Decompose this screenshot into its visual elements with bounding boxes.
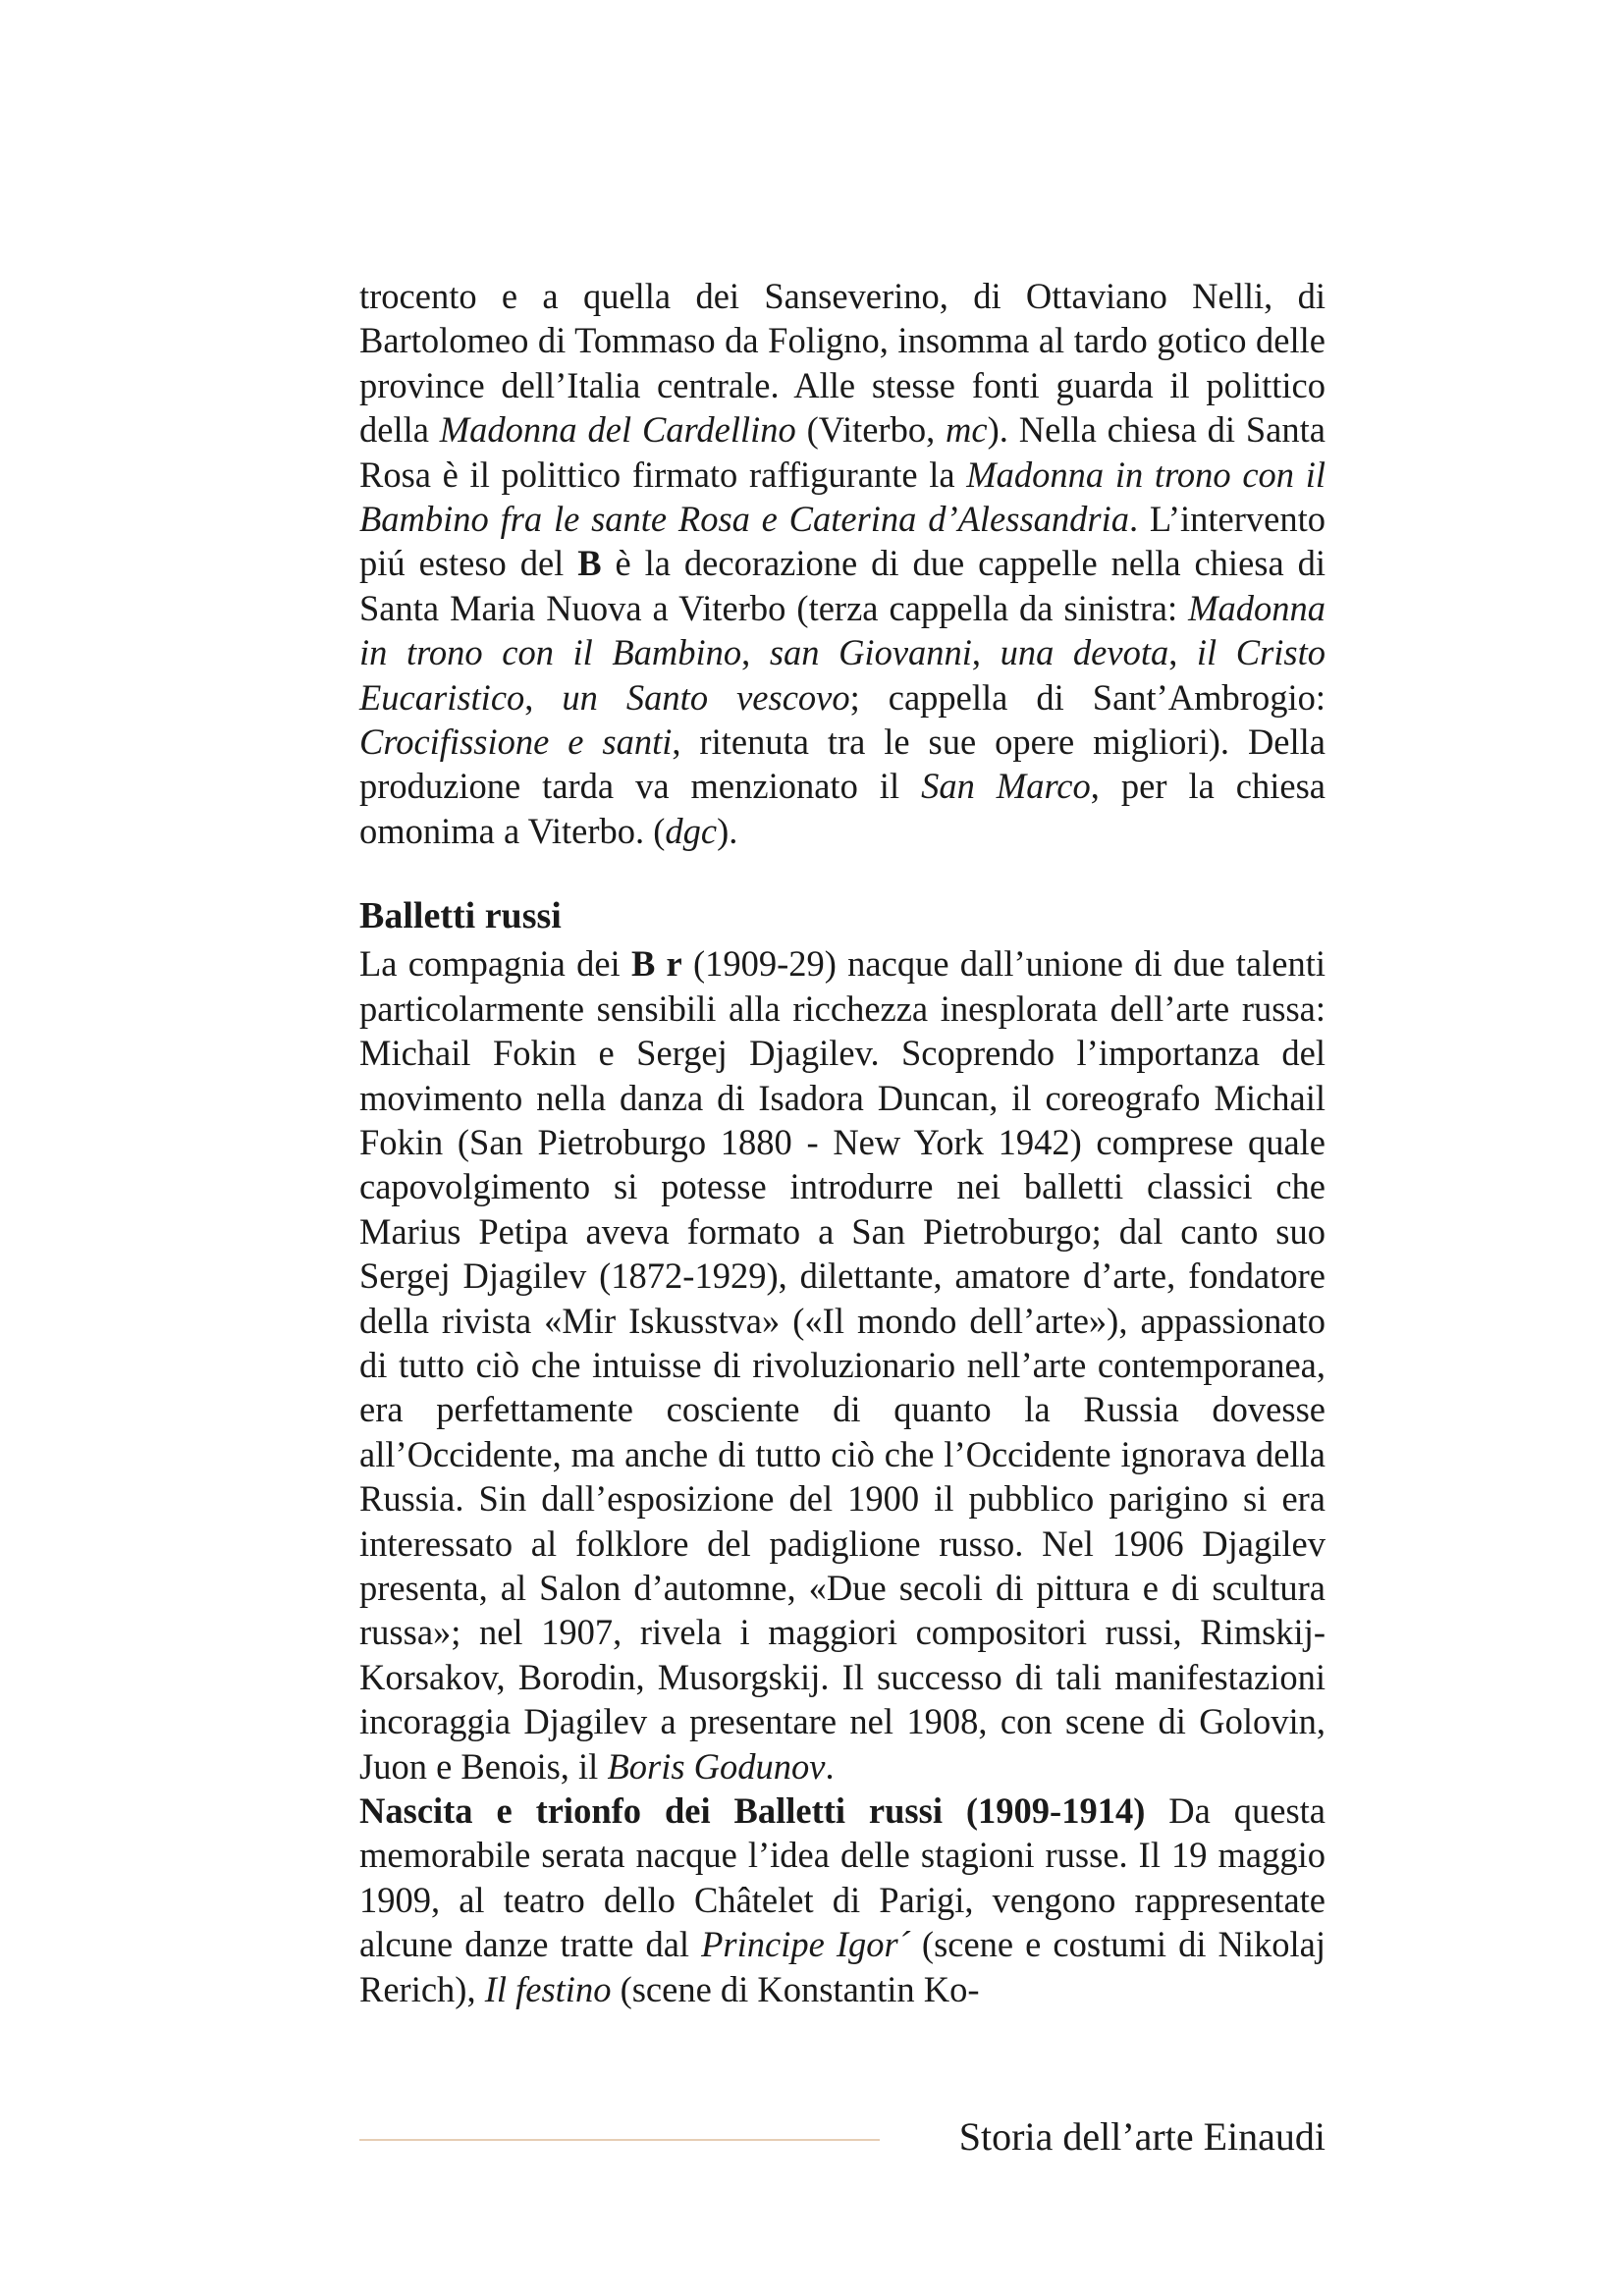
italic-run: san Giovanni [769,632,972,673]
text-run: , [524,676,563,718]
italic-run: una devota [1000,632,1169,673]
text-run: , [971,632,1001,673]
text-run: . L’intervento piú esteso del [359,499,1325,584]
text-run: (scene e costumi di Nikolaj Rerich), [359,1924,1325,2009]
article-continuation [359,274,1325,853]
text-run: è la decorazione di due cappelle nella chiesa di Santa Maria Nuova a Viterbo (terza cappella da sinistra: [359,543,1325,628]
text-run: ). [717,810,738,851]
italic-run: Crocifissione e santi [359,721,673,763]
italic-run: Madonna del Cardellino [439,409,796,451]
footer-rule [359,2139,880,2141]
italic-run: dgc [665,810,718,851]
footer-title: Storia dell’arte Einaudi [958,2114,1325,2159]
bold-run: B [577,543,602,584]
text-run: (scene di Konstantin Ko- [611,1968,980,2009]
body-paragraph [359,274,1325,853]
section-body [359,941,1325,2011]
text-run: , ritenuta tra le sue opere migliori). Della produzione tarda va menzionato il [359,721,1325,807]
italic-run: Principe Igor´ [701,1924,910,1965]
bold-run: B r [630,943,682,985]
body-paragraph [359,1789,1325,2011]
italic-run: San Marco [921,766,1091,807]
italic-run: Madonna in trono con il Bambino [359,587,1325,673]
section-heading: Balletti russi [359,895,562,937]
text-run: La compagnia dei [359,943,631,985]
text-run: , per la chiesa omonima a Viterbo. ( [359,766,1325,851]
italic-run: Madonna in trono con il Bambino fra le sante Rosa e Caterina d’Alessandria [359,454,1325,540]
subheading: Nascita e trionfo dei Balletti russi (1909-1914) [359,1790,1146,1831]
text-run: (1909-29) nacque dall’unione di due talenti particolarmente sensibili alla ricchezza inesplorata dell’arte russa: Michail Fokin e Sergej Djagilev. Scoprendo l’importanza del movimento nella danza di Isadora Duncan, il coreografo Michail Fokin (San Pietroburgo 1880 - New York 1942) comprese quale capovolgimento si potesse introdurre nei balletti classici che Marius Petipa aveva formato a San Pietroburgo; dal canto suo Sergej Djagilev (1872-1929), dilettante, amatore d’arte, fondatore della rivista «Mir Iskusstva» («Il mondo dell’arte»), appassionato di tutto ciò che intuisse di rivoluzionario nell’arte contemporanea, era perfettamente cosciente di quanto la Russia dovesse all’Occidente, ma anche di tutto ciò che l’Occidente ignorava della Russia. Sin dall’esposizione del 1900 il pubblico parigino si era interessato al folklore del padiglione russo. Nel 1906 Djagilev presenta, al Salon d’automne, «Due secoli di pittura e di scultura russa»; nel 1907, rivela i maggiori compositori russi, Rimskij-Korsakov, Borodin, Musorgskij. Il successo di tali manifestazioni incoraggia Djagilev a presentare nel 1908, con scene di Golovin, Juon e Benois, il [359,943,1325,1787]
text-run: ; cappella di Sant’Ambrogio: [849,676,1325,718]
text-run: . [825,1745,835,1787]
page-body [359,274,1325,2011]
text-run: , [1168,632,1197,673]
body-paragraph [359,941,1325,1789]
italic-run: un Santo vescovo [562,676,850,718]
text-run: Da questa memorabile serata nacque l’idea delle stagioni russe. Il 19 maggio 1909, al teatro dello Châtelet di Parigi, vengono rappresentate alcune danze tratte dal [359,1790,1325,1965]
italic-run: mc [946,409,988,451]
italic-run: il Cristo Eucaristico [359,632,1326,718]
italic-run: Boris Godunov [607,1745,826,1787]
text-run: , [741,632,770,673]
text-run: ). Nella chiesa di Santa Rosa è il polittico firmato raffigurante la [359,409,1325,495]
text-run: (Viterbo, [795,409,947,451]
italic-run: Il festino [484,1968,612,2009]
text-run: trocento e a quella dei Sanseverino, di Ottaviano Nelli, di Bartolomeo di Tommaso da Foligno, insomma al tardo gotico delle province dell’Italia centrale. Alle stesse fonti guarda il polittico della [359,276,1325,451]
